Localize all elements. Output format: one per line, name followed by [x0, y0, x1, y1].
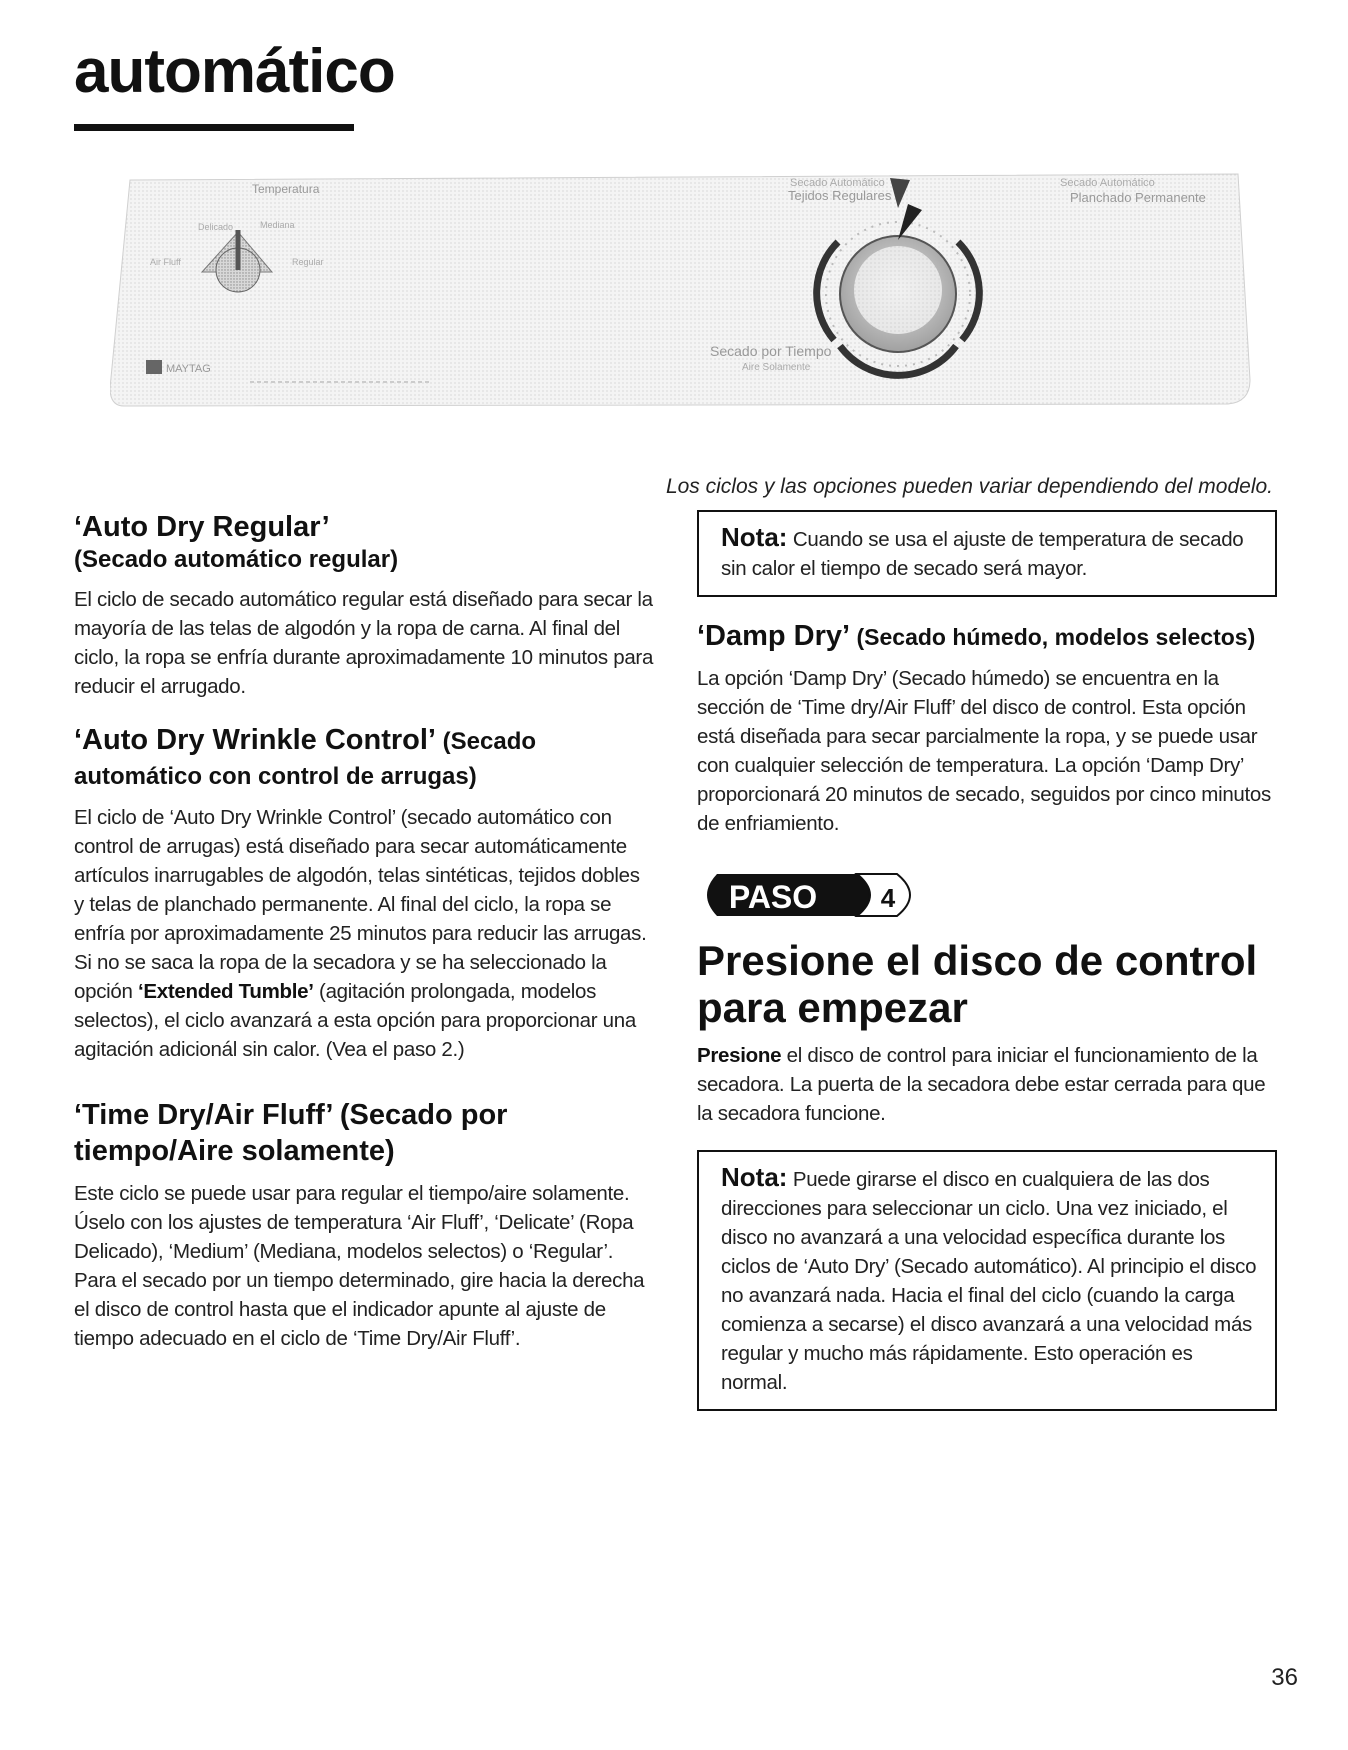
step-label: PASO: [728, 879, 818, 916]
section-wrinkle-control: [74, 723, 654, 1065]
cycle-label-auto-perm: Secado Automático: [1060, 177, 1155, 189]
cycle-label-tiempo: Secado por Tiempo: [710, 343, 832, 359]
cycle-label-tejidos: Tejidos Regulares: [788, 188, 892, 203]
cycle-label-aire: Aire Solamente: [742, 362, 811, 373]
panel-temperature-label: Temperatura: [252, 182, 320, 196]
title-rule: [74, 124, 354, 131]
temp-option-regular: Regular: [292, 257, 324, 267]
damp-dry-body: La opción ‘Damp Dry’ (Secado húmedo) se encuentra en la sección de ‘Time dry/Air Fluff’ del disco de control. Esta opción está diseñada para secar parcialmente la ropa, y se puede usar con cualquier selección de temperatura. La opción ‘Damp Dry’ proporcionará 20 minutos de secado, seguidos por cinco minutos de enfriamiento.: [697, 667, 1271, 836]
auto-dry-regular-subheading: (Secado automático regular): [74, 546, 399, 574]
note-box-temperature: [697, 510, 1277, 597]
image-caption: Los ciclos y las opciones pueden variar dependiendo del modelo.: [665, 475, 1273, 498]
section-time-dry: [74, 1098, 654, 1353]
step-body: [697, 1041, 1277, 1128]
step-body-text: el disco de control para iniciar el funcionamiento de la secadora. La puerta de la secadora debe estar cerrada para que la secadora funcione.: [697, 1043, 1266, 1125]
step-badge: [697, 868, 1277, 922]
wrinkle-control-heading-en: ‘Auto Dry Wrinkle Control’: [74, 723, 436, 756]
section-auto-dry-regular: [74, 510, 654, 701]
note-label: Nota:: [721, 1161, 788, 1192]
damp-dry-heading: [697, 619, 1277, 654]
control-panel-drawing: [110, 170, 1258, 438]
wrinkle-control-body-2: (agitación prolongada, modelos selectos), el ciclo avanzará a esta opción para proporcionar una agitación adicionál sin calor. (Vea el paso 2.): [74, 980, 636, 1062]
brand-logo-mark: [146, 360, 162, 374]
time-dry-body: Este ciclo se puede usar para regular el tiempo/aire solamente. Úselo con los ajustes de temperatura ‘Air Fluff’, ‘Delicate’ (Ropa Delicado), ‘Medium’ (Mediana, modelos selectos) o ‘Regular’. Para el secado por un tiempo determinado, gire hacia la derecha el disco de control hasta que el indicador apunte al ajuste de tiempo adecuado en el ciclo de ‘Time Dry/Air Fluff’.: [74, 1182, 645, 1351]
step-badge-graphic: [697, 868, 957, 922]
page-number: 36: [1271, 1664, 1298, 1691]
wrinkle-control-heading: [74, 723, 654, 794]
damp-dry-heading-en: ‘Damp Dry’: [697, 620, 851, 652]
extended-tumble-term: ‘Extended Tumble’: [138, 980, 314, 1004]
control-panel-illustration: [110, 170, 1258, 438]
cycle-label-auto-regular: Secado Automático: [790, 177, 885, 189]
step-body-bold: Presione: [697, 1043, 782, 1067]
right-column: [697, 510, 1277, 1411]
section-damp-dry: [697, 619, 1277, 838]
note-label: Nota:: [721, 522, 788, 552]
note-box-disc: [697, 1150, 1277, 1411]
temp-option-mediana: Mediana: [260, 220, 295, 230]
step-number: 4: [880, 883, 896, 914]
cycle-label-planchado: Planchado Permanente: [1070, 190, 1206, 205]
wrinkle-control-heading-es: (Secado automático con control de arrugas): [74, 727, 537, 791]
note-text: Puede girarse el disco en cualquiera de las dos direcciones para seleccionar un ciclo. Una vez iniciado, el disco no avanzará a una velocidad específica durante los ciclos de ‘Auto Dry’ (Secado automático). Al principio el disco no avanzará nada. Hacia el final del ciclo (cuando la carga comienza a secarse) el disco avanzará a una velocidad más regular y mucho más rápidamente. Esto operación es normal.: [721, 1167, 1257, 1394]
left-column: [74, 510, 654, 1375]
note-text: Cuando se usa el ajuste de temperatura de secado sin calor el tiempo de secado será mayor.: [721, 528, 1244, 580]
page-title: automático: [74, 37, 395, 106]
damp-dry-heading-es: (Secado húmedo, modelos selectos): [850, 624, 1256, 650]
time-dry-heading: ‘Time Dry/Air Fluff’ (Secado por tiempo/Aire solamente): [74, 1099, 508, 1167]
auto-dry-regular-heading: ‘Auto Dry Regular’: [74, 511, 330, 543]
auto-dry-regular-body: El ciclo de secado automático regular está diseñado para secar la mayoría de las telas de algodón y la ropa de carna. Al final del ciclo, la ropa se enfría durante aproximadamente 10 minutos para reducir el arrugado.: [74, 587, 654, 698]
wrinkle-control-body-1: El ciclo de ‘Auto Dry Wrinkle Control’ (secado automático con control de arrugas) está diseñado para secar automáticamente artículos inarrugables de algodón, telas sintéticas, tejidos dobles y telas de planchado permanente. Al final del ciclo, la ropa se enfría por aproximadamente 25 minutos para reducir las arrugas. Si no se saca la ropa de la secadora y se ha seleccionado la opción: [74, 806, 647, 1004]
wrinkle-control-body: [74, 803, 654, 1064]
temp-option-air-fluff: Air Fluff: [150, 257, 181, 267]
panel-brand: MAYTAG: [166, 363, 211, 375]
temp-option-delicado: Delicado: [198, 222, 234, 232]
step-heading: Presione el disco de control para empezar: [697, 937, 1258, 1031]
